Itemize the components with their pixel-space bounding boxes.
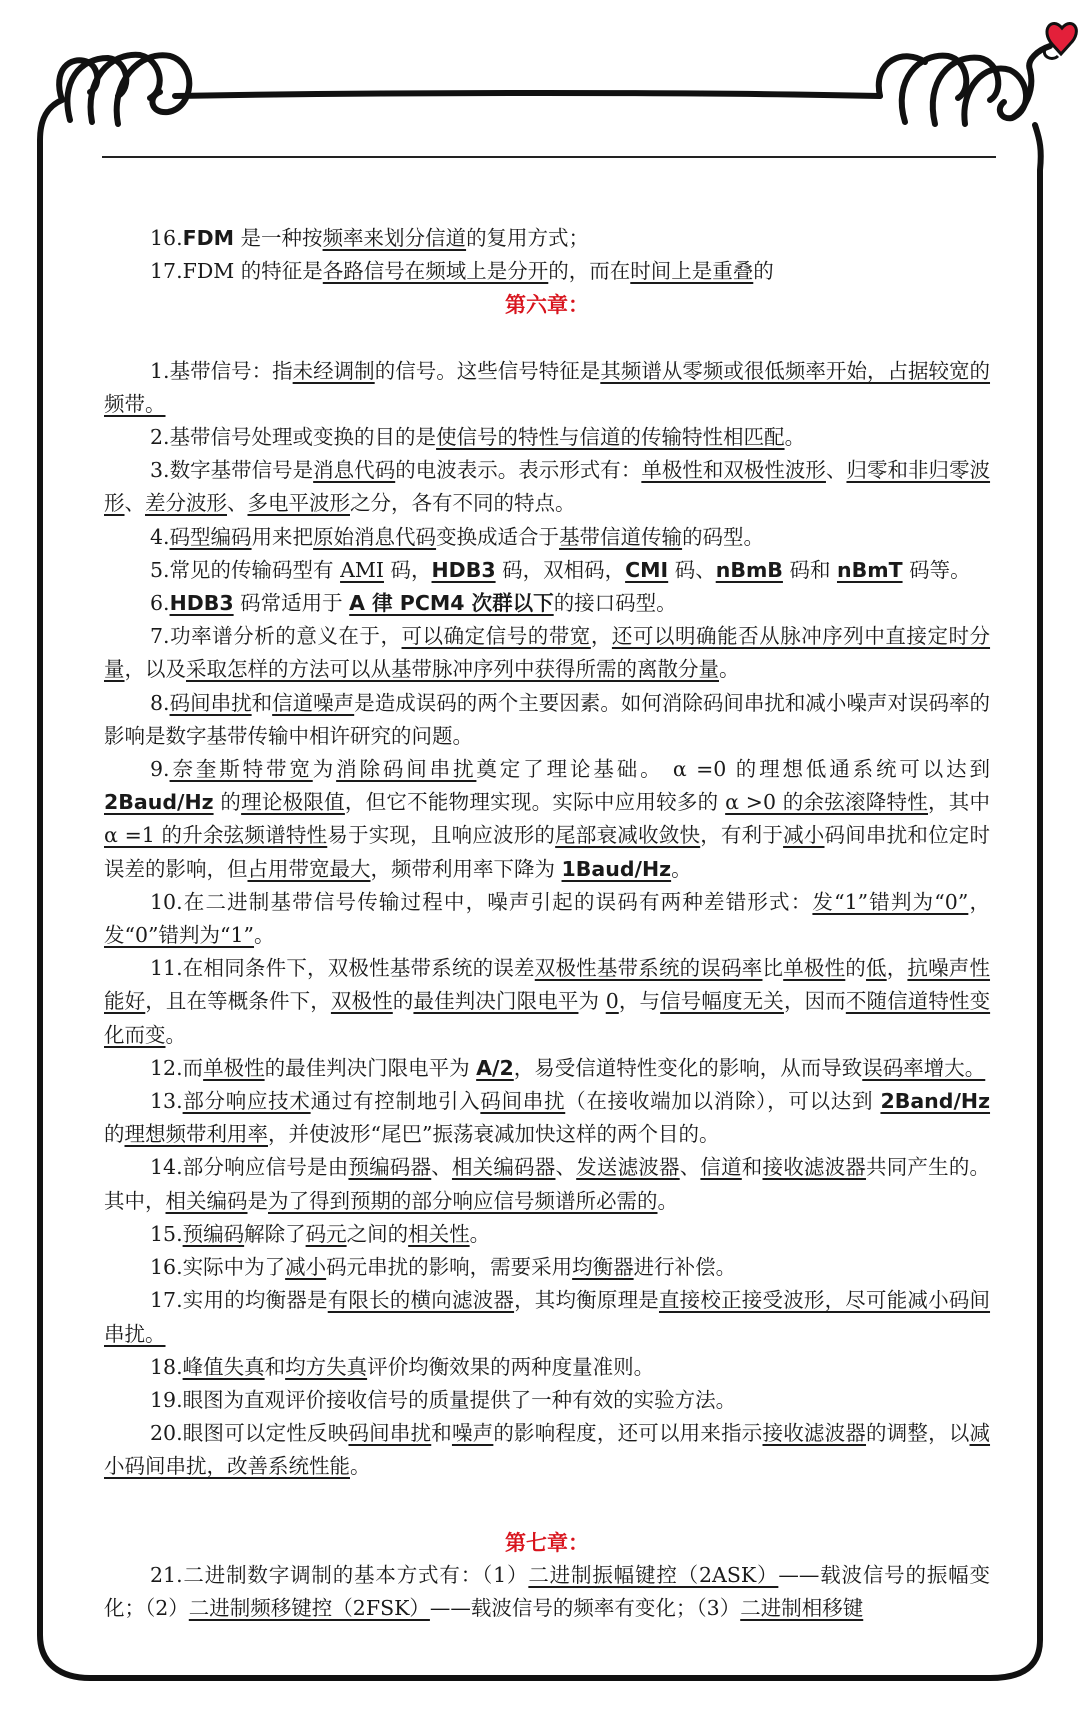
paragraph xyxy=(104,222,990,255)
underlined-term: 还可以明确能否从脉冲序列中直接定时分量 xyxy=(104,624,991,682)
underlined-term: 时间上是重叠 xyxy=(630,259,754,284)
text-run: 的 xyxy=(213,790,242,815)
text-run: ，易受信道特性变化的影响，从而导致 xyxy=(513,1055,863,1080)
underlined-term: 相关性 xyxy=(408,1221,470,1246)
underlined-term: 单极性 xyxy=(783,956,846,981)
text-run: 的 xyxy=(104,1122,125,1147)
text-run: FDM xyxy=(182,226,235,250)
text-run: 之分，各有不同的特点。 xyxy=(350,491,576,516)
underlined-term: 基带信道传输 xyxy=(559,524,683,549)
underlined-term: 接收滤波器 xyxy=(762,1421,867,1446)
underlined-term: CMI xyxy=(625,557,669,582)
underlined-term: 峰值失真 xyxy=(182,1354,265,1379)
text-run: 的码型。 xyxy=(682,524,765,549)
underlined-term: 二进制相移键 xyxy=(740,1595,864,1620)
text-run: 16.实际中为了 xyxy=(150,1255,286,1280)
underlined-term: 消息代码 xyxy=(313,458,396,483)
underlined-term: 其频谱从零频或很低频率开始，占据较宽的频带。 xyxy=(104,358,991,416)
underlined-term: 单极性 xyxy=(203,1055,265,1080)
text-run: 。 xyxy=(165,1022,186,1047)
text-run: 通过有控制地引入 xyxy=(310,1089,481,1114)
section-chapter6 xyxy=(104,355,990,1484)
text-run: 码常适用于 xyxy=(233,591,350,616)
paragraph xyxy=(104,620,990,686)
underlined-term: 发送滤波器 xyxy=(576,1155,680,1180)
paragraph xyxy=(104,554,990,587)
text-run: 20.眼图可以定性反映 xyxy=(150,1421,349,1446)
underlined-term: 归零和非归零波形 xyxy=(104,458,991,516)
text-run: 16. xyxy=(150,226,183,250)
text-run: 码和 xyxy=(782,557,837,582)
text-run: 、 xyxy=(124,491,145,516)
text-run: 。 xyxy=(254,923,275,948)
underlined-term: 发“0”错判为“1” xyxy=(104,923,255,948)
underlined-term: 均方失真 xyxy=(285,1354,368,1379)
underlined-term: 单极性和双极性波形 xyxy=(641,458,826,483)
underlined-term: 消除码间串扰 xyxy=(336,757,477,782)
text-run: 、 xyxy=(227,491,248,516)
text-run: ，以及 xyxy=(124,657,186,682)
underlined-term: 原始消息代码 xyxy=(313,524,437,549)
text-run: 11.在相同条件下，双极性基带系统的误差 xyxy=(150,956,535,981)
underlined-term: 相关编码器 xyxy=(451,1155,556,1180)
paragraph xyxy=(104,1417,990,1483)
text-run: 。 xyxy=(657,1188,678,1213)
text-run: 的，而在 xyxy=(548,259,631,284)
underlined-term: 均衡器 xyxy=(572,1255,634,1280)
underlined-term: 奈奎斯特带宽 xyxy=(169,757,313,782)
underlined-term: 部分响应技术 xyxy=(182,1089,311,1114)
underlined-term: 双极性 xyxy=(330,989,393,1014)
paragraph xyxy=(104,521,990,554)
text-run: ， xyxy=(590,624,612,649)
underlined-term: HDB3 xyxy=(431,557,496,582)
paragraph xyxy=(104,687,990,753)
underlined-term: 码元 xyxy=(305,1221,347,1246)
text-run: 码间串扰和位定时误差的影响，但 xyxy=(104,823,991,881)
text-run: 是一种按 xyxy=(234,226,323,250)
underlined-term: 低 xyxy=(866,956,887,981)
text-run: 的调整，以 xyxy=(866,1421,970,1446)
text-run: 1.基带信号：指 xyxy=(150,358,293,383)
underlined-term: 未经调制 xyxy=(292,358,375,383)
underlined-term: 多电平波形 xyxy=(247,491,350,516)
underlined-term: AMI xyxy=(340,557,384,582)
underlined-term: 减小码间串扰，改善系统性能 xyxy=(104,1421,991,1479)
text-run: 评价均衡效果的两种度量准则。 xyxy=(367,1354,655,1379)
text-run: 4. xyxy=(150,524,170,549)
paragraph xyxy=(104,1284,990,1350)
text-run: 的接口码型。 xyxy=(553,591,677,616)
underlined-term: 抗噪声性能好 xyxy=(104,956,991,1014)
underlined-term: 码间串扰 xyxy=(169,690,252,715)
text-run: 码， xyxy=(383,557,432,582)
text-run: 17.FDM 的特征是 xyxy=(150,259,323,284)
text-run: 奠定了理论基础。 α =0 的理想低通系统可以达到 xyxy=(476,757,991,782)
paragraph xyxy=(104,753,990,886)
underlined-term: 不随信道特性变化而变 xyxy=(104,989,991,1047)
underlined-term: 1Baud/Hz xyxy=(561,856,672,881)
underlined-term: 频率来划分信道 xyxy=(322,226,467,250)
underlined-term: 2Band/Hz xyxy=(880,1089,991,1114)
underlined-term: 预编码 xyxy=(182,1221,245,1246)
text-run: 21.二进制数字调制的基本方式有：（1） xyxy=(150,1562,529,1587)
underlined-term: 预编码器 xyxy=(348,1155,432,1180)
text-run: 。 xyxy=(350,1454,371,1479)
text-run: ，有利于 xyxy=(700,823,784,848)
text-run: ，且在等概条件下， xyxy=(145,989,331,1014)
paragraph xyxy=(104,1251,990,1284)
text-run: 的 xyxy=(845,956,866,981)
text-run: ， xyxy=(886,956,908,981)
text-run: 的 xyxy=(753,259,774,284)
text-run: ，并使波形“尾巴”振荡衰减加快这样的两个目的。 xyxy=(268,1122,720,1147)
text-run: 、 xyxy=(825,458,847,483)
text-run: ——载波信号的振幅变化；（2） xyxy=(104,1562,990,1620)
text-run: 12.而 xyxy=(150,1055,204,1080)
text-run: ，但它不能物理实现。实际中应用较多的 xyxy=(344,790,726,815)
text-run: 5.常见的传输码型有 xyxy=(150,557,341,582)
text-run: 、 xyxy=(555,1155,577,1180)
underlined-term: 各路信号在频域上是分开 xyxy=(322,259,549,284)
text-run: 的复用方式； xyxy=(466,226,590,250)
text-run: 解除了 xyxy=(244,1221,306,1246)
text-run: 是 xyxy=(247,1188,268,1213)
paragraph xyxy=(104,952,990,1052)
text-run: 和 xyxy=(431,1421,452,1446)
text-run: 、 xyxy=(431,1155,452,1180)
underlined-term: 码间串扰 xyxy=(480,1089,566,1114)
text-run: ——载波信号的频率有变化；（3） xyxy=(429,1595,741,1620)
text-run: 变换成适合于 xyxy=(436,524,560,549)
underlined-term: 减小 xyxy=(783,823,825,848)
text-run: 的 xyxy=(392,989,414,1014)
text-run: 的影响程度，还可以用来指示 xyxy=(493,1421,763,1446)
text-run: （在接收端加以消除），可以达到 xyxy=(565,1089,881,1114)
underlined-term: 减小 xyxy=(285,1255,327,1280)
document-body xyxy=(104,222,990,1625)
text-run: 易于实现，且响应波形的 xyxy=(327,823,556,848)
text-run: 和 xyxy=(251,690,273,715)
underlined-term: 0 xyxy=(605,989,619,1014)
underlined-term: 为了得到预期的部分响应信号频谱所必需的 xyxy=(268,1188,658,1213)
text-run: ，与 xyxy=(618,989,661,1014)
underlined-term: 采取怎样的方法可以从基带脉冲序列中获得所需的离散分量 xyxy=(186,657,719,682)
underlined-term: 占用带宽最大 xyxy=(247,856,371,881)
text-run: 3.数字基带信号是 xyxy=(150,458,314,483)
paragraph xyxy=(104,1151,990,1217)
paragraph xyxy=(104,355,990,421)
paragraph xyxy=(104,454,990,520)
text-run: 9. xyxy=(150,757,170,782)
text-run: ，其中 xyxy=(928,790,991,815)
text-run: ， xyxy=(968,889,991,914)
text-run: 进行补偿。 xyxy=(633,1255,737,1280)
paragraph xyxy=(104,421,990,454)
underlined-term: 二进制频移键控（2FSK） xyxy=(188,1595,430,1620)
text-run: 13. xyxy=(150,1089,183,1114)
text-run: 7.功率谱分析的意义在于， xyxy=(150,624,402,649)
chapter-seven-heading: 第七章： xyxy=(505,1529,589,1555)
section-chapter5-tail xyxy=(104,222,990,288)
heart-icon xyxy=(1047,23,1076,54)
paragraph xyxy=(104,886,990,952)
paragraph xyxy=(104,255,990,288)
underlined-term: 码型编码 xyxy=(169,524,252,549)
underlined-term: 有限长的横向滤波器 xyxy=(327,1288,515,1313)
paragraph xyxy=(104,1559,990,1625)
underlined-term: 噪声 xyxy=(451,1421,494,1446)
text-run: 。 xyxy=(671,856,692,881)
text-run: 2.基带信号处理或变换的目的是 xyxy=(150,425,437,450)
paragraph xyxy=(104,1085,990,1151)
text-run: 为 xyxy=(578,989,606,1014)
text-run: 为 xyxy=(312,757,337,782)
underlined-term: 尾部衰减收敛快 xyxy=(555,823,701,848)
underlined-term: 码间串扰 xyxy=(348,1421,432,1446)
text-run: 码元串扰的影响，需要采用 xyxy=(326,1255,573,1280)
underlined-term: 直接校正接受波形，尽可能减小码间串扰。 xyxy=(104,1288,991,1346)
underlined-term: 差分波形 xyxy=(145,491,227,516)
text-run: 18. xyxy=(150,1354,183,1379)
text-run: 17.实用的均衡器是 xyxy=(150,1288,328,1313)
text-run: 。 xyxy=(784,425,806,450)
text-run: 和 xyxy=(264,1354,286,1379)
text-run: 是造成误码的两个主要因素。如何消除码间串扰和减小噪声对误码率的影响是数字基带传输中相许研究的问题。 xyxy=(104,690,991,748)
text-run: 、 xyxy=(679,1155,701,1180)
underlined-term: nBmB xyxy=(715,557,783,582)
paragraph xyxy=(104,1351,990,1384)
underlined-term: 理论极限值 xyxy=(241,790,345,815)
text-run: ，频带利用率下降为 xyxy=(370,856,562,881)
text-run: ，因而 xyxy=(783,989,846,1014)
text-run: 的信号。这些信号特征是 xyxy=(374,358,601,383)
underlined-term: 二进制振幅键控（2ASK） xyxy=(528,1562,779,1587)
text-run: 14.部分响应信号是由 xyxy=(150,1155,349,1180)
underlined-term: α =1 的升余弦频谱特性 xyxy=(104,823,328,848)
underlined-term: 理想频带利用率 xyxy=(124,1122,268,1147)
underlined-term: A/2 xyxy=(476,1055,514,1080)
underlined-term: 2Baud/Hz xyxy=(104,790,214,815)
text-run: 码，双相码， xyxy=(495,557,626,582)
paragraph xyxy=(104,587,990,620)
text-run: 共同产生的。其中， xyxy=(104,1155,991,1213)
underlined-term: 最佳判决门限电平 xyxy=(413,989,579,1014)
text-run: 。 xyxy=(469,1221,491,1246)
underlined-term: 信号幅度无关 xyxy=(660,989,784,1014)
text-run: ，其均衡原理是 xyxy=(514,1288,659,1313)
text-run: 。 xyxy=(719,657,740,682)
text-run: 码等。 xyxy=(902,557,971,582)
paragraph xyxy=(104,1218,990,1251)
underlined-term: 发“1”错判为“0” xyxy=(812,889,969,914)
text-run: 码、 xyxy=(668,557,716,582)
text-run: 15. xyxy=(150,1221,183,1246)
underlined-term: 可以确定信号的带宽 xyxy=(401,624,591,649)
underlined-term: α >0 的余弦滚降特性 xyxy=(725,790,929,815)
text-run: 8. xyxy=(150,690,170,715)
underlined-term: 接收滤波器 xyxy=(762,1155,867,1180)
underlined-term: 双极性基带系统的误码率 xyxy=(534,956,763,981)
text-run: 10.在二进制基带信号传输过程中，噪声引起的误码有两种差错形式： xyxy=(150,889,813,914)
text-run: 的最佳判决门限电平为 xyxy=(264,1055,477,1080)
underlined-term: 信道噪声 xyxy=(272,690,355,715)
underlined-term: HDB3 xyxy=(169,591,234,616)
underlined-term: 使信号的特性与信道的传输特性相匹配 xyxy=(436,425,785,450)
chapter-six-heading: 第六章： xyxy=(505,292,589,318)
text-run: 比 xyxy=(762,956,784,981)
underlined-term: nBmT xyxy=(836,557,903,582)
underlined-term: 相关编码 xyxy=(165,1188,248,1213)
text-run: 19.眼图为直观评价接收信号的质量提供了一种有效的实验方法。 xyxy=(150,1387,737,1412)
text-run: 和 xyxy=(741,1155,763,1180)
section-chapter7 xyxy=(104,1559,990,1625)
paragraph xyxy=(104,1384,990,1417)
paragraph xyxy=(104,1052,990,1085)
underlined-term: 误码率增大。 xyxy=(862,1055,986,1080)
text-run: 6. xyxy=(150,591,170,616)
text-run: 之间的 xyxy=(346,1221,409,1246)
underlined-term: 信道 xyxy=(700,1155,742,1180)
text-run: 用来把 xyxy=(251,524,314,549)
underlined-term: A 律 PCM4 次群以下 xyxy=(349,591,554,616)
text-run: 的电波表示。表示形式有： xyxy=(395,458,642,483)
